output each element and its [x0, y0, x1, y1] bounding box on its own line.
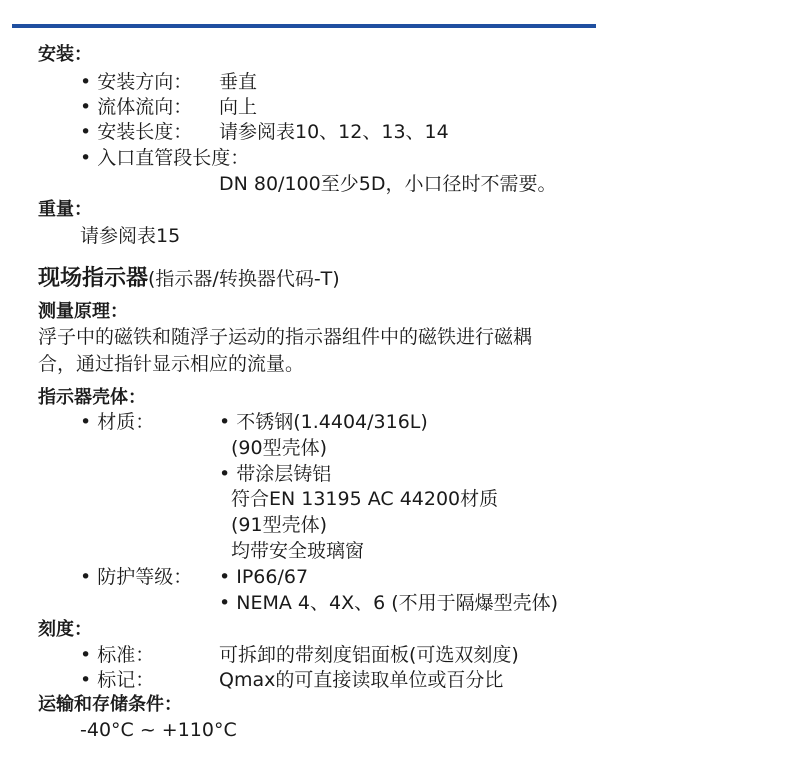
flow-direction-value: 向上: [219, 96, 258, 118]
install-heading: 安装：: [38, 44, 92, 65]
inlet-straight-run-label: • 入口直管段长度：: [80, 147, 250, 169]
section-title-main: 现场指示器: [38, 266, 149, 291]
principle-line-2: 合，通过指针显示相应的流量。: [38, 353, 305, 375]
scale-marking-label: • 标记：: [80, 669, 155, 691]
install-length-value: 请参阅表10、12、13、14: [219, 121, 449, 143]
protection-label: • 防护等级：: [80, 566, 193, 588]
material-line: 符合EN 13195 AC 44200材质: [231, 488, 499, 510]
scale-standard-value: 可拆卸的带刻度铝面板(可选双刻度): [219, 644, 519, 666]
weight-value: 请参阅表15: [80, 225, 181, 247]
install-direction-value: 垂直: [219, 71, 258, 93]
material-line: • 带涂层铸铝: [219, 463, 332, 485]
material-label: • 材质：: [80, 411, 155, 433]
header-rule: [12, 24, 596, 28]
protection-line: • IP66/67: [219, 566, 309, 588]
principle-line-1: 浮子中的磁铁和随浮子运动的指示器组件中的磁铁进行磁耦: [38, 326, 533, 348]
weight-heading: 重量：: [38, 199, 92, 220]
material-line: • 不锈钢(1.4404/316L): [219, 411, 428, 433]
inlet-straight-run-value: DN 80/100至少5D，小口径时不需要。: [219, 173, 557, 195]
principle-heading: 测量原理：: [38, 301, 128, 322]
material-line: (91型壳体): [231, 514, 328, 536]
transport-value: -40°C ~ +110°C: [80, 719, 237, 741]
section-title-sub: (指示器/转换器代码-T): [148, 268, 340, 290]
section-title: [38, 265, 340, 293]
protection-line: • NEMA 4、4X、6 (不用于隔爆型壳体): [219, 592, 559, 614]
material-line: 均带安全玻璃窗: [231, 540, 365, 562]
flow-direction-label: • 流体流向：: [80, 96, 193, 118]
scale-heading: 刻度：: [38, 619, 92, 640]
install-length-label: • 安装长度：: [80, 121, 193, 143]
install-direction-label: • 安装方向：: [80, 71, 193, 93]
scale-standard-label: • 标准：: [80, 644, 155, 666]
scale-marking-value: Qmax的可直接读取单位或百分比: [219, 669, 504, 691]
material-line: (90型壳体): [231, 437, 328, 459]
transport-heading: 运输和存储条件：: [38, 694, 182, 715]
housing-heading: 指示器壳体：: [38, 387, 146, 408]
